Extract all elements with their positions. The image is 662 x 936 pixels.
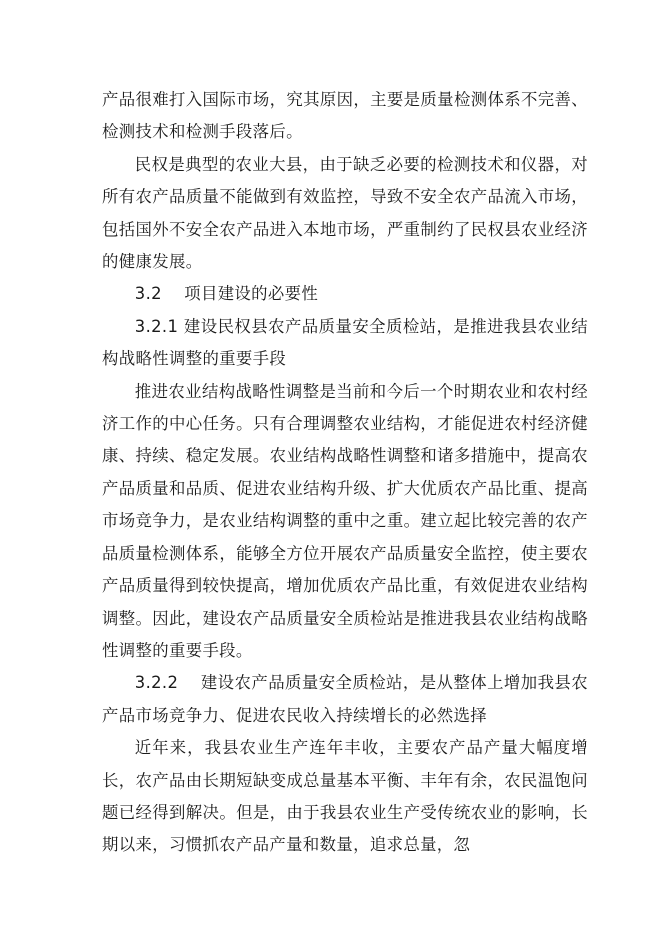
document-body [102, 84, 588, 862]
subsection-heading-3-2-2: 3.2.2 建设农产品质量安全质检站，是从整体上增加我县农产品市场竞争力、促进农民收入持续增长的必然选择 [102, 673, 588, 725]
paragraph-minquan-county: 民权是典型的农业大县，由于缺乏必要的检测技术和仪器，对所有农产品质量不能做到有效监控，导致不安全农产品流入市场，包括国外不安全农产品进入本地市场，严重制约了民权县农业经济的健康发展。 [102, 154, 588, 272]
subsection-heading-3-2-1: 3.2.1 建设民权县农产品质量安全质检站，是推进我县农业结构战略性调整的重要手段 [102, 316, 588, 369]
paragraph-continuation: 产品很难打入国际市场，究其原因，主要是质量检测体系不完善、检测技术和检测手段落后。 [102, 90, 588, 142]
paragraph-structure-adjustment: 推进农业结构战略性调整是当前和今后一个时期农业和农村经济工作的中心任务。只有合理调整农业结构，才能促进农村经济健康、持续、稳定发展。农业结构战略性调整和诸多措施中，提高农产品质量和品质、促进农业结构升级、扩大优质农产品比重、提高市场竞争力，是农业结构调整的重中之重。建立起比较完善的农产品质量检测体系，能够全方位开展农产品质量安全监控，使主要农产品质量得到较快提高，增加优质农产品比重，有效促进农业结构调整。因此，建设农产品质量安全质检站是推进我县农业结构战略性调整的重要手段。 [102, 381, 588, 660]
section-heading-3-2: 3.2 项目建设的必要性 [134, 284, 319, 304]
paragraph-recent-years: 近年来，我县农业生产连年丰收，主要农产品产量大幅度增长，农产品由长期短缺变成总量基本平衡、丰年有余，农民温饱问题已经得到解决。但是，由于我县农业生产受传统农业的影响，长期以来，习惯抓农产品产量和数量，追求总量，忽 [102, 738, 588, 855]
